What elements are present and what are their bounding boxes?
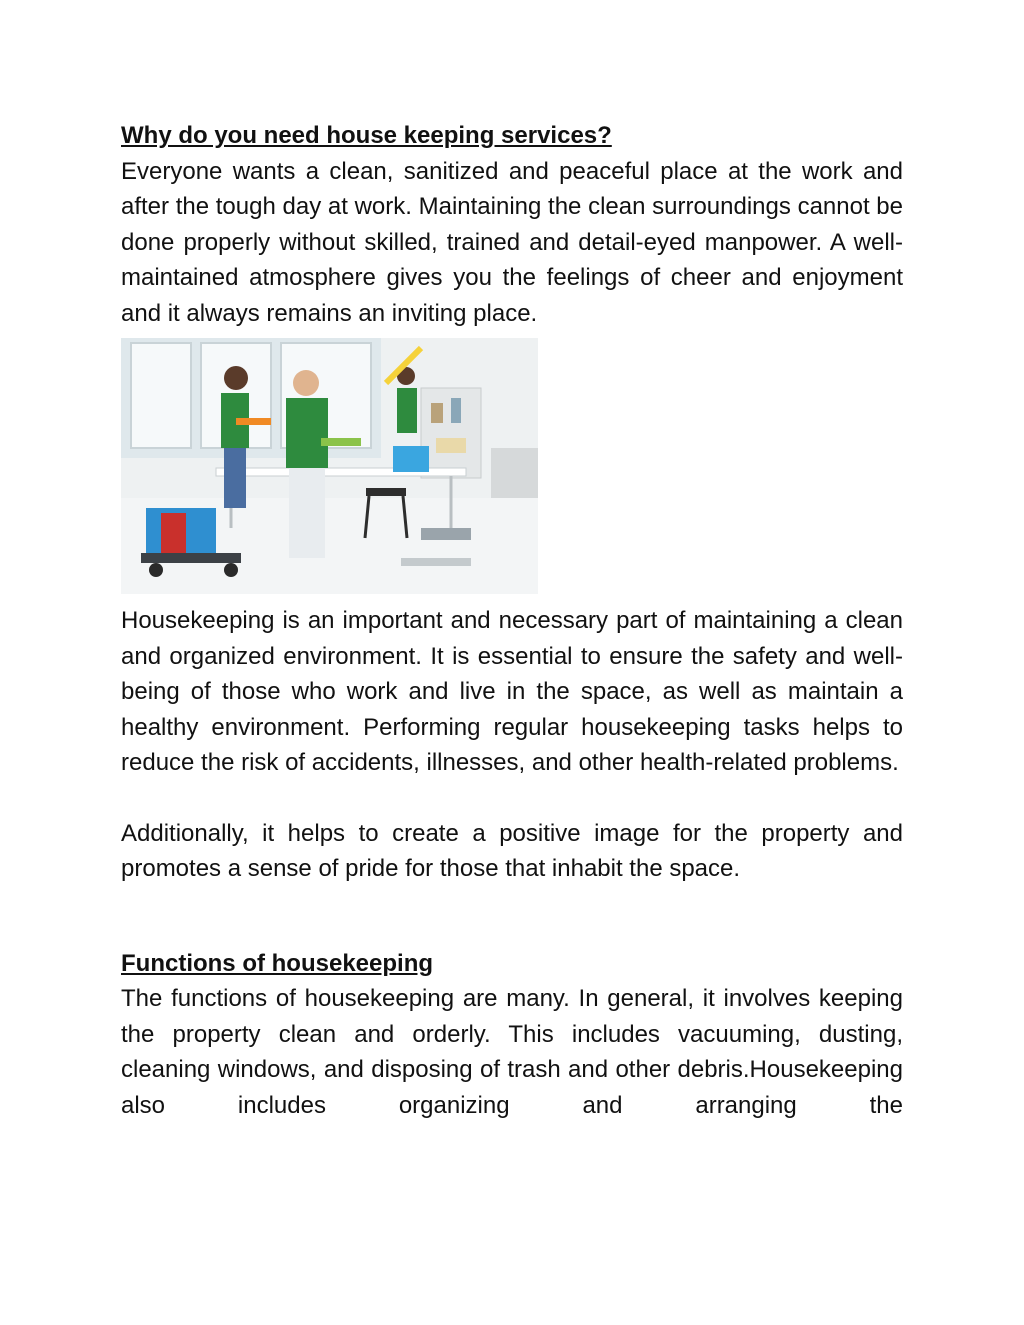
- section-heading-why-housekeeping: Why do you need house keeping services?: [121, 122, 612, 149]
- document-page: [121, 118, 903, 1123]
- paragraph-why-housekeeping: Everyone wants a clean, sanitized and peaceful place at the work and after the tough day at work. Maintaining the clean surroundings cannot be done properly without skilled, trained and detail-eyed manpower. A well-maintained atmosphere gives you the feelings of cheer and enjoyment and it always remains an inviting place.: [121, 157, 903, 327]
- paragraph-importance: Housekeeping is an important and necessary part of maintaining a clean and organized environment. It is essential to ensure the safety and well-being of those who work and live in the space, as well as maintain a healthy environment. Performing regular housekeeping tasks helps to reduce the risk of accidents, illnesses, and other health-related problems.: [121, 607, 903, 776]
- paragraph-functions: The functions of housekeeping are many. In general, it involves keeping the property clean and orderly. This includes vacuuming, dusting, cleaning windows, and disposing of trash and other debris.Housekeeping also includes organizing and arranging the: [121, 985, 903, 1119]
- section-heading-functions: Functions of housekeeping: [121, 949, 434, 977]
- paragraph-spacer: [121, 781, 903, 816]
- section-spacer: [121, 887, 903, 946]
- housekeeping-photo: [121, 338, 538, 594]
- paragraph-positive-image: Additionally, it helps to create a positive image for the property and promotes a sense of pride for those that inhabit the space.: [121, 819, 903, 882]
